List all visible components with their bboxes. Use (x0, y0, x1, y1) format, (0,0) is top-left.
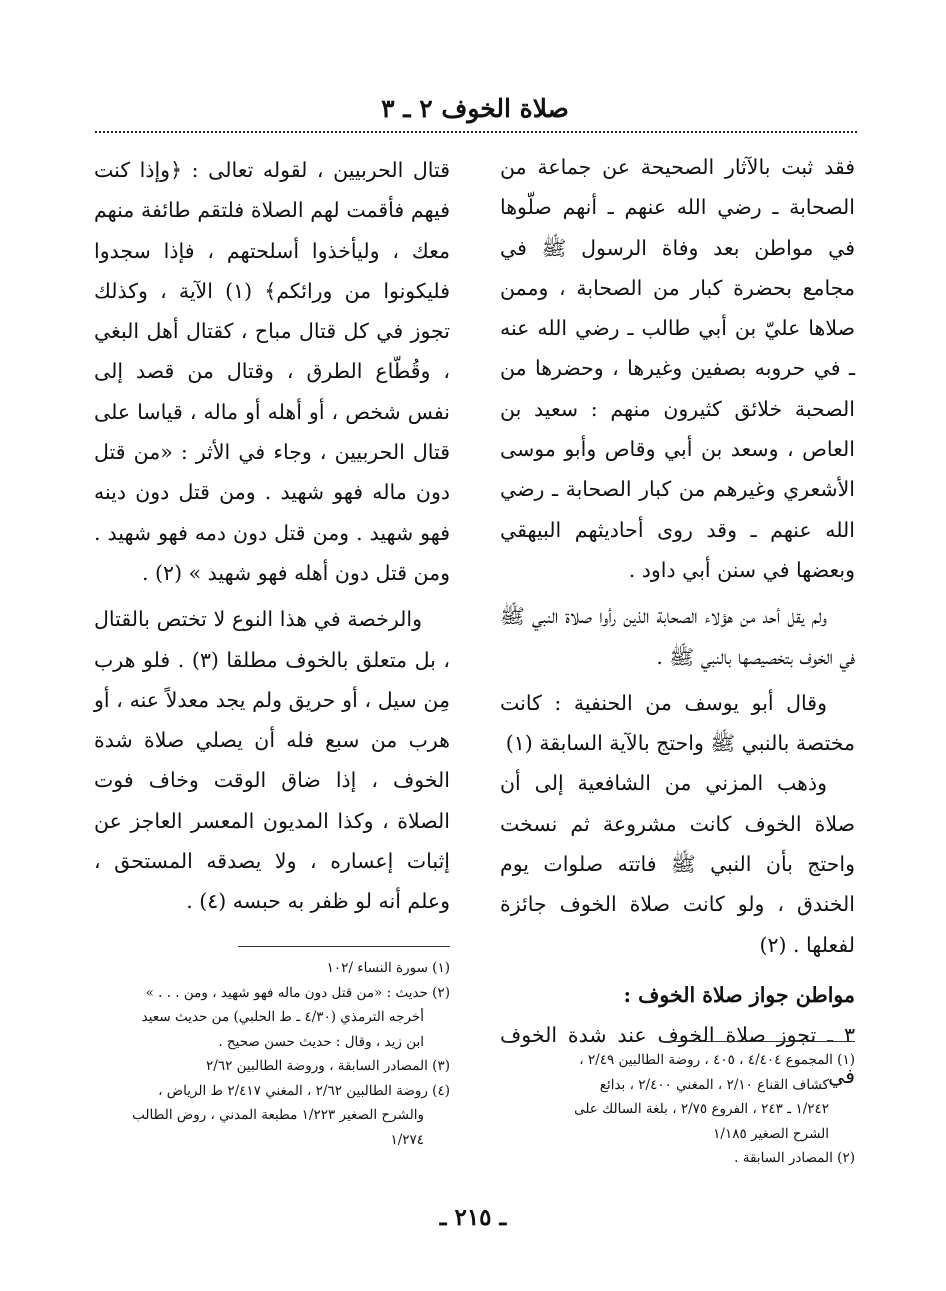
footnote-separator (238, 946, 450, 947)
right-column (500, 147, 855, 1096)
footnote-continuation: والشرح الصغير ١/٢٢٣ مطبعة المدني ، روض الطالب (132, 1107, 424, 1123)
paragraph: وذهب المزني من الشافعية إلى أن صلاة الخوف كانت مشروعة ثم نسخت واحتج بأن النبي ﷺ فاتته صلوات يوم الخندق ، ولو كانت صلاة الخوف جائزة لفعلها . (٢) (500, 771, 855, 957)
footnote-separator (660, 1041, 855, 1042)
page-title: صلاة الخوف ٢ ـ ٣ (381, 94, 569, 123)
footnote-continuation: ابن زيد ، وقال : حديث حسن صحيح . (218, 1033, 424, 1050)
paragraph: فقد ثبت بالآثار الصحيحة عن جماعة من الصحابة ـ رضي الله عنهم ـ أنهم صلّوها في مواطن بعد وفاة الرسول ﷺ في مجامع بحضرة كبار من الصحابة ، وممن صلاها عليّ بن أبي طالب ـ رضي الله عنه ـ في حروبه بصفين وغيرها ، وحضرها من الصحبة خلائق كثيرون منهم : سعيد بن العاص ، وسعد بن أبي وقاص وأبو موسى الأشعري وغيرهم من كبار الصحابة ـ رضي الله عنهم ـ وقد روى أحاديثهم البيهقي وبعضها في سنن أبي داود . (500, 155, 855, 582)
header-dotted-rule (95, 131, 857, 133)
footnote-continuation: أخرجه الترمذي (٤/٣٠ ـ ط الحلبي) من حديث سعيد (141, 1009, 424, 1025)
page-header (95, 88, 855, 130)
paragraph: ولم يقل أحد من هؤلاء الصحابة الذين رأوا صلاة النبي ﷺ في الخوف بتخصيصها بالنبي ﷺ . (500, 604, 855, 669)
footnote-continuation: كشاف القناع ٢/١٠ ، المغني ٢/٤٠٠ ، بدائع (599, 1076, 829, 1093)
footnotes-left (94, 956, 450, 1152)
paragraph: وقال أبو يوسف من الحنفية : كانت مختصة بالنبي ﷺ واحتج بالآية السابقة (١) (500, 690, 855, 756)
section-heading: مواطن جواز صلاة الخوف : (623, 982, 855, 1007)
paragraph: ٣ ـ تجوز صلاة الخوف عند شدة الخوف في (500, 1023, 855, 1088)
footnote-continuation: الشرح الصغير ١/١٨٥ (713, 1125, 829, 1142)
left-column (94, 150, 450, 922)
footnote-continuation: ١/٢٧٤ (390, 1131, 424, 1148)
paragraph: قتال الحربيين ، لقوله تعالى : ﴿وإذا كنت فيهم فأقمت لهم الصلاة فلتقم طائفة منهم معك ، وليأخذوا أسلحتهم ، فإذا سجدوا فليكونوا من ورائكم﴾ (١) الآية ، وكذلك تجوز في كل قتال مباح ، كقتال أهل البغي ، وقُطّاع الطرق ، وقتال من قصد إلى نفس شخص ، أو أهله أو ماله ، قياسا على قتال الحربيين ، وجاء في الأثر : «من قتل دون ماله فهو شهيد . ومن قتل دون دينه فهو شهيد . ومن قتل دون دمه فهو شهيد . ومن قتل دون أهله فهو شهيد » (٢) . (94, 158, 450, 585)
footnote: (٤) روضة الطالبين ٢/٦٢ ، المغني ٢/٤١٧ ط الرياض ، (158, 1082, 450, 1099)
page-number: ـ ٢١٥ ـ (439, 1204, 507, 1231)
footnote-continuation: ١/٢٤٢ ـ ٢٤٣ ، الفروع ٢/٧٥ ، بلغة السالك على (574, 1101, 829, 1117)
footnote: (٢) المصادر السابقة . (734, 1150, 855, 1166)
footnotes-right (500, 1048, 855, 1171)
paragraph: والرخصة في هذا النوع لا تختص بالقتال ، بل متعلق بالخوف مطلقا (٣) . فلو هرب مِن سيل ، أو حريق ولم يجد معدلاً عنه ، أو هرب من سبع فله أن يصلي صلاة شدة الخوف ، إذا ضاق الوقت وخاف فوت الصلاة ، وكذا المديون المعسر العاجز عن إثبات إعساره ، ولا يصدقه المستحق ، وعلم أنه لو ظفر به حبسه (٤) . (94, 607, 450, 914)
footnote: (١) سورة النساء /١٠٢ (326, 960, 450, 976)
footnote: (٣) المصادر السابقة ، وروضة الطالبين ٢/٦٢ (206, 1058, 450, 1074)
footnote: (٢) حديث : «من قتل دون ماله فهو شهيد ، ومن . . . » (145, 984, 450, 1001)
footnote: (١) المجموع ٤/٤٠٤ ، ٤٠٥ ، روضة الطالبين ٢/٤٩ ، (579, 1052, 855, 1068)
